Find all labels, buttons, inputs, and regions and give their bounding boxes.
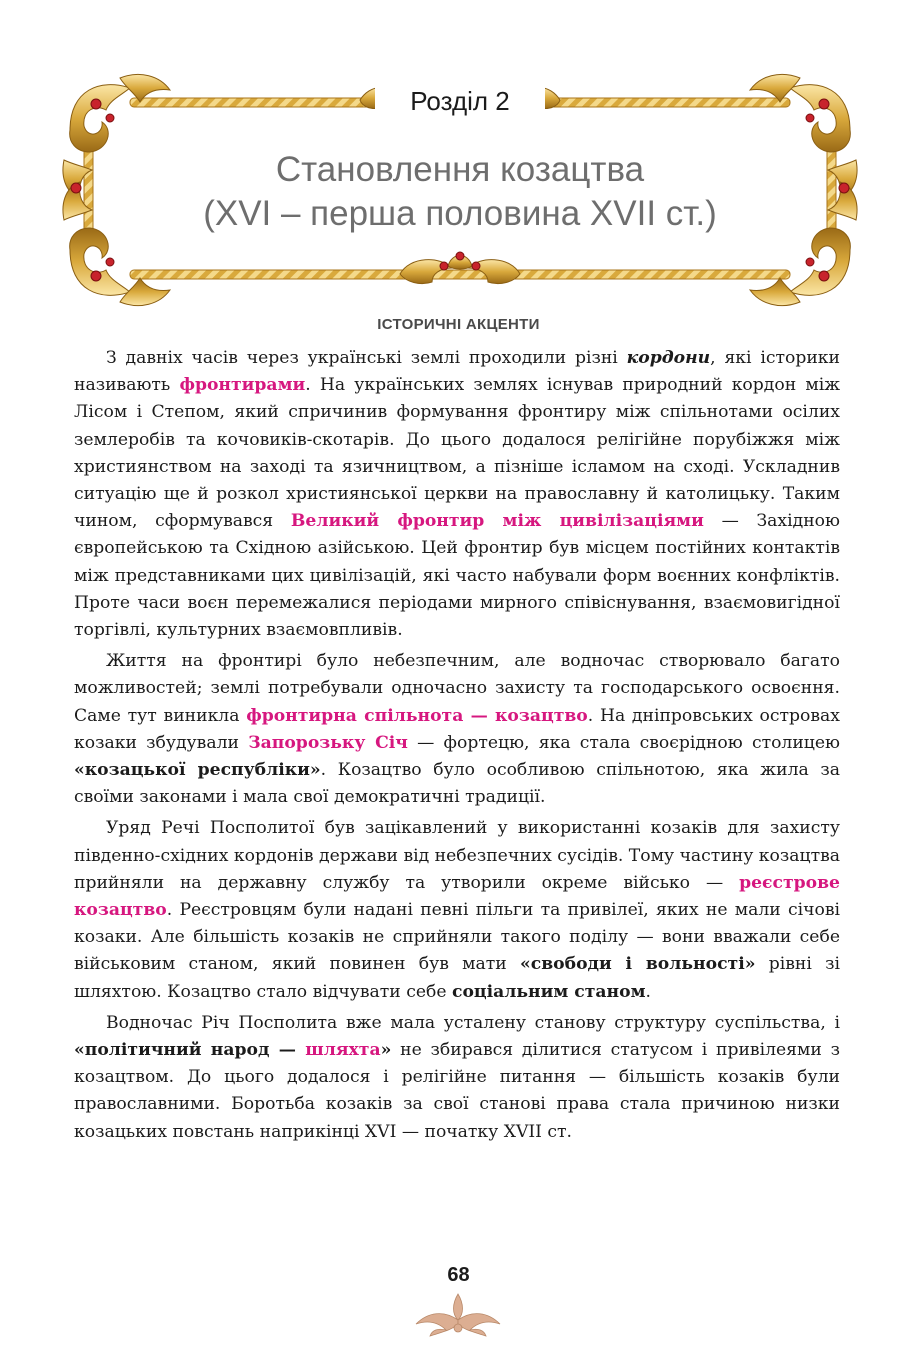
key-term: шляхта: [305, 1040, 381, 1061]
text-run: .: [645, 981, 651, 1002]
text-run: З давніх часів через українські землі проходили різні: [106, 348, 627, 368]
page-ornament-icon: [408, 1290, 508, 1338]
chapter-title-line-2: (XVI – перша половина XVII ст.): [203, 194, 717, 233]
text-run: . Реєстровцям були надані певні пільги та привілеї, яких не мали січові козаки. Але більшість козаків не сприйняли такого поділу — вони вважали себе військовим станом, який повинен був мати: [74, 900, 840, 975]
key-term: фронтирна спільнота — козацтво: [246, 705, 588, 726]
section-heading: ІСТОРИЧНІ АКЦЕНТИ: [377, 316, 540, 333]
text-run: рівні зі шляхтою. Козацтво стало відчувати себе: [74, 954, 840, 1002]
text-run: , які історики називають: [74, 348, 840, 396]
bold-term: »: [380, 1040, 392, 1061]
body-text: [74, 345, 840, 1150]
page-number: 68: [447, 1264, 470, 1286]
key-term: Запорозьку Січ: [248, 732, 408, 753]
key-term: Великий фронтир між цивілізаціями: [290, 511, 704, 532]
paragraph-3: [74, 815, 840, 1005]
chapter-label: Розділ 2: [375, 84, 545, 118]
text-run: . На дніпровських островах козаки збудували: [74, 705, 840, 753]
paragraph-1: [74, 345, 840, 644]
paragraph-2: [74, 648, 840, 811]
text-run: Уряд Речі Посполитої був зацікавлений у використанні козаків для захисту південно-східних кордонів держави від небезпечних сусідів. Тому частину козацтва прийняли на державну службу та утворили окреме військо —: [74, 818, 840, 893]
text-run: . Козацтво було особливою спільнотою, яка жила за своїми законами і мала свої демократичні традиції.: [74, 760, 840, 808]
text-run: — фортецю, яка стала своєрідною столицею: [407, 732, 840, 753]
chapter-title-line-1: Становлення козацтва: [275, 150, 645, 189]
text-run: не збирався ділитися статусом і привілеями з козацтвом. До цього додалося і релігійне питання — більшість козаків були православними. Боротьба козаків за свої станові права стала причиною низки козацьких повстань наприкінці XVI — початку XVII ст.: [74, 1040, 841, 1142]
text-run: . На українських землях існував природний кордон між Лісом і Степом, який спричинив формування фронтиру між спільнотами осілих землеробів та кочовиків-скотарів. До цього додалося релігійне порубіжжя між християнством на заході та язичництвом, а пізніше ісламом на сході. Ускладнив ситуацію ще й розкол християнської церкви на православну й католицьку. Таким чином, сформувався: [74, 375, 841, 532]
text-run: Життя на фронтирі було небезпечним, але водночас створювало багато можливостей; землі потребували одночасно захисту та господарського освоєння. Саме тут виникла: [74, 651, 840, 726]
term-italic: кордони: [626, 348, 711, 368]
key-term: фронтирами: [179, 375, 306, 396]
bold-term: «свободи і вольності»: [520, 954, 756, 975]
text-run: — Західною європейською та Східною азійською. Цей фронтир був місцем постійних контактів між представниками цих цивілізацій, які часто набували форм воєнних конфліктів. Проте часи воєн перемежалися періодами мирного співіснування, взаємовигідної торгівлі, культурних взаємовпливів.: [74, 511, 840, 641]
text-run: Водночас Річ Посполита вже мала усталену станову структуру суспільства, і: [106, 1012, 840, 1033]
paragraph-4: [74, 1010, 840, 1146]
chapter-title: [120, 148, 800, 236]
bold-term: соціальним станом: [451, 981, 646, 1002]
bold-term: «політичний народ —: [74, 1040, 306, 1061]
key-term: реєстрове козацтво: [74, 872, 840, 921]
bold-term: «козацької республіки»: [74, 760, 321, 781]
